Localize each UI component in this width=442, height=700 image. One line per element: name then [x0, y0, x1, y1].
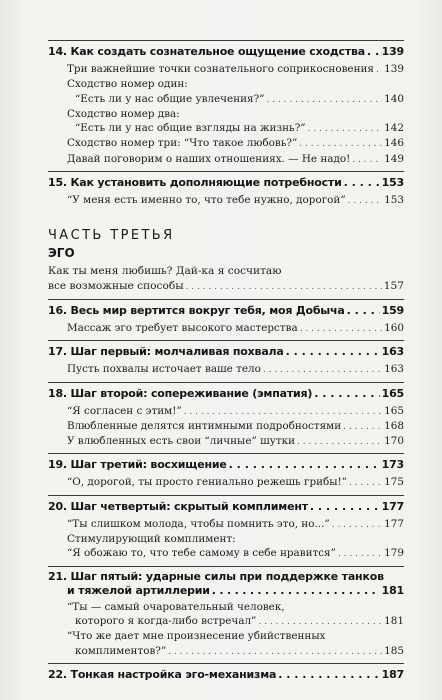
toc-item[interactable]: Сходство номер один: [67, 78, 188, 91]
toc-chapter-16[interactable] [48, 299, 404, 319]
leader-dots [286, 344, 380, 360]
toc-item[interactable]: комплиментов?” . . . 185 [48, 644, 404, 659]
leader-dots [352, 153, 382, 167]
leader-dots [212, 584, 380, 598]
chapter-title: 21. Шаг пятый: ударные силы при поддержке танков [48, 569, 384, 583]
chapter-title: 16. Весь мир вертится вокруг тебя, моя Добыча [48, 303, 345, 317]
leader-dots [338, 547, 382, 561]
leader-dots [186, 280, 382, 295]
toc-chapter-14[interactable] [48, 40, 404, 60]
page-number: 163 [381, 345, 404, 359]
leader-dots [314, 386, 379, 402]
toc-chapter-22[interactable] [48, 663, 404, 683]
leader-dots [300, 322, 382, 336]
toc-item[interactable]: “Ты слишком молода, чтобы помнить это, но...” . . . 177 [48, 517, 404, 532]
toc-item[interactable]: “Что же дает мне произнесение убийственных [67, 630, 326, 643]
chapter-title: 22. Тонкая настройка эго-механизма [48, 667, 277, 681]
leader-dots [297, 435, 382, 449]
chapter-title-cont: и тяжелой артиллерии [67, 583, 210, 597]
toc-item[interactable]: Сходство номер два: [67, 107, 180, 120]
chapter-title: 14. Как создать сознательное ощущение сходства [48, 45, 365, 58]
toc-chapter-17[interactable] [48, 340, 404, 360]
page-number: 173 [381, 458, 404, 472]
leader-dots [168, 645, 382, 659]
part-intro[interactable]: Как ты меня любишь? Дай-ка я сосчитаю все возможные способы . . . 157 [48, 264, 404, 295]
page-number: 165 [381, 386, 404, 400]
leader-dots [332, 518, 382, 532]
leader-dots [343, 420, 382, 434]
page-number: 177 [381, 499, 404, 513]
leader-dots [266, 93, 382, 107]
page-number: 139 [381, 45, 404, 58]
page-number: 181 [381, 583, 404, 597]
toc-chapter-20[interactable] [48, 495, 404, 515]
leader-dots [184, 405, 382, 419]
chapter-title: 15. Как установить дополняющие потребности [48, 176, 342, 190]
page-number: 153 [381, 176, 404, 190]
toc-chapter-15[interactable] [48, 171, 404, 191]
toc-item[interactable]: “Ты — самый очаровательный человек, [67, 600, 285, 613]
toc-item[interactable]: Давай поговорим о наших отношениях. — Не надо! . . . 149 [48, 152, 404, 167]
part-title: ЧАСТЬ ТРЕТЬЯ [48, 228, 175, 244]
toc-chapter-21[interactable] [48, 566, 404, 598]
toc-chapter-18[interactable] [48, 382, 404, 402]
leader-dots [308, 122, 383, 136]
leader-dots [344, 175, 380, 191]
part-subtitle: ЭГО [48, 246, 75, 261]
leader-dots [367, 44, 380, 60]
chapter-title: 20. Шаг четвертый: скрытый комплимент [48, 499, 308, 513]
toc-item[interactable]: “Я обожаю то, что тебе самому в себе нравится” . . . 179 [48, 546, 404, 561]
toc-item[interactable]: Массаж эго требует высокого мастерства . . . 160 [48, 321, 404, 336]
toc-item[interactable]: Стимулирующий комплимент: [67, 533, 236, 546]
toc-item[interactable]: Три важнейшие точки сознательного соприкосновения . . . 139 [48, 62, 404, 77]
toc-item[interactable]: “Есть ли у нас общие взгляды на жизнь?” . . . 142 [48, 121, 404, 136]
leader-dots [258, 615, 382, 629]
leader-dots [349, 476, 382, 490]
leader-dots [376, 63, 382, 77]
page-number: 159 [381, 303, 404, 317]
toc-item[interactable]: “Я согласен с этим!” . . . 165 [48, 404, 404, 419]
toc-item[interactable]: “О, дорогой, ты просто гениально режешь грибы!” . . . 175 [48, 475, 404, 490]
leader-dots [299, 137, 382, 151]
leader-dots [347, 303, 380, 319]
toc-item[interactable]: Пусть похвалы источает ваше тело . . . 163 [48, 362, 404, 377]
toc-item[interactable]: “У меня есть именно то, что тебе нужно, дорогой” . . . 153 [48, 193, 404, 208]
chapter-title: 17. Шаг первый: молчаливая похвала [48, 345, 284, 359]
leader-dots [263, 363, 382, 377]
toc-chapter-19[interactable] [48, 453, 404, 473]
leader-dots [348, 194, 383, 208]
leader-dots [310, 499, 380, 515]
leader-dots [229, 457, 380, 473]
toc-item[interactable]: Сходство номер три: “Что такое любовь?” . . . 146 [48, 136, 404, 151]
chapter-title: 18. Шаг второй: сопереживание (эмпатия) [48, 386, 313, 400]
leader-dots [278, 667, 379, 683]
toc-item[interactable]: У влюбленных есть свои “личные” шутки . . . 170 [48, 434, 404, 449]
page-number: 187 [381, 667, 404, 681]
toc-item[interactable]: которого я когда-либо встречал” . . . 181 [48, 614, 404, 629]
chapter-title: 19. Шаг третий: восхищение [48, 458, 227, 472]
toc-item[interactable]: “Есть ли у нас общие увлечения?” . . . 140 [48, 92, 404, 107]
toc-item[interactable]: Влюбленные делятся интимными подробностями . . . 168 [48, 419, 404, 434]
